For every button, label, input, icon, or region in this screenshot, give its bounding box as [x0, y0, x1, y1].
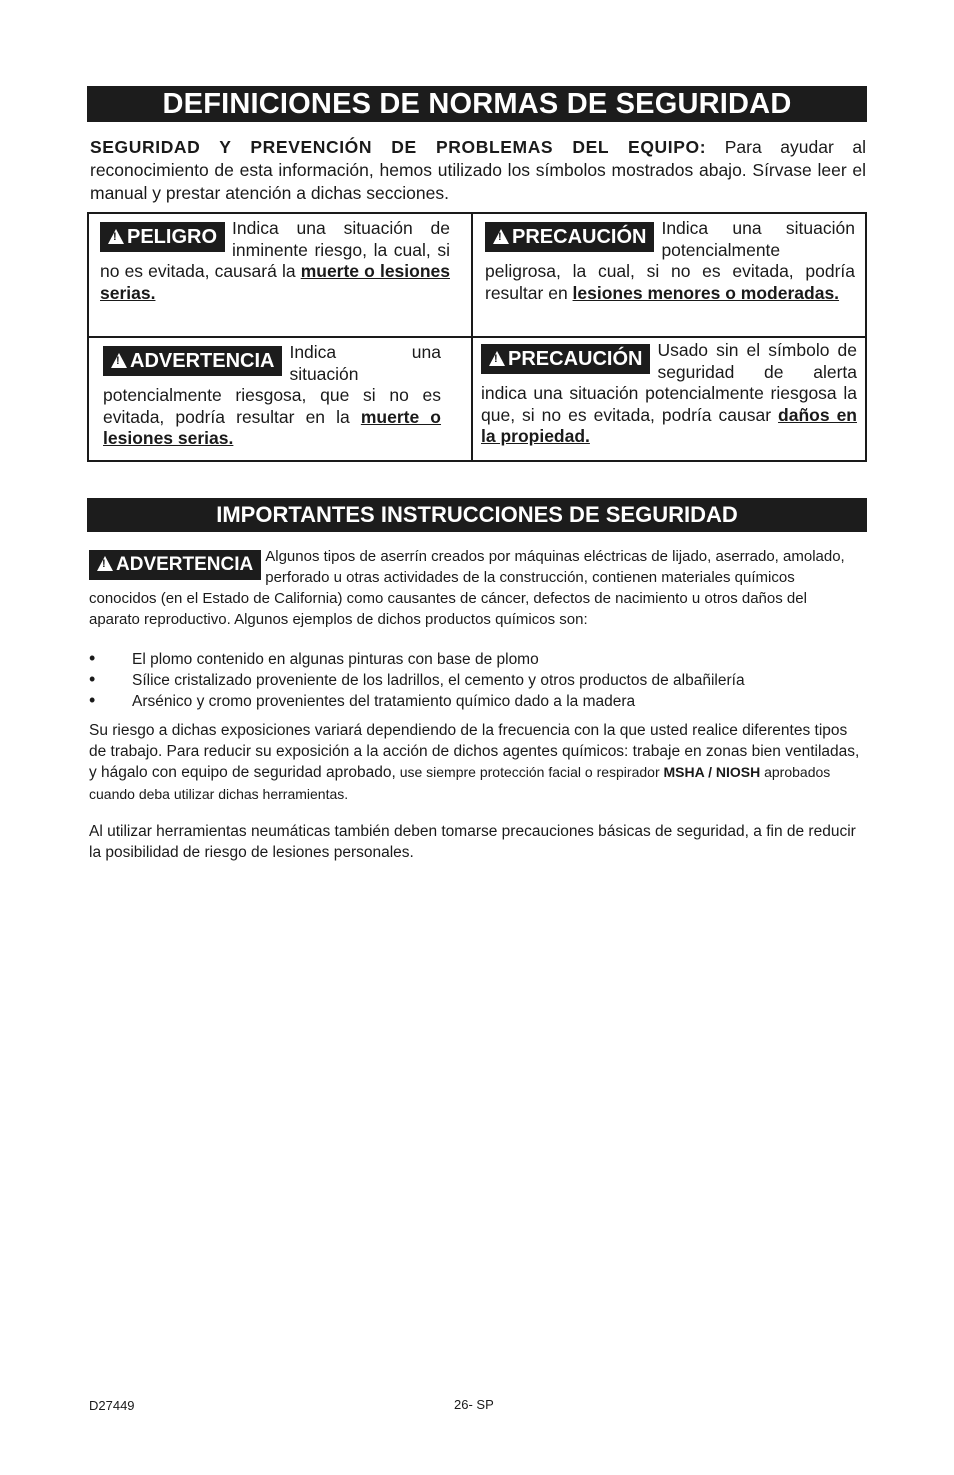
peligro-signal-word	[100, 222, 225, 252]
peligro-label: PELIGRO	[127, 226, 218, 248]
list-item	[89, 670, 859, 691]
warning-triangle-icon	[108, 229, 124, 244]
advertencia-emphasis: muerte o lesiones serias.	[103, 406, 442, 448]
precaucion-1-emphasis: lesiones menores o moderadas.	[572, 282, 840, 303]
precaucion-2-label: PRECAUCIÓN	[508, 348, 643, 370]
definition-advertencia	[103, 342, 441, 450]
list-item	[89, 649, 859, 670]
section-title: IMPORTANTES INSTRUCCIONES DE SEGURIDAD	[87, 498, 867, 532]
table-divider-horizontal	[89, 336, 865, 338]
page-number: 26- SP	[454, 1397, 494, 1412]
tools-paragraph: Al utilizar herramientas neumáticas también deben tomarse precauciones básicas de seguridad, a fin de reducir la posibilidad de riesgo de lesiones personales.	[89, 823, 856, 861]
warning-text: Algunos tipos de aserrín creados por máquinas eléctricas de lijado, aserrado, amolado, perforado u otras actividades de la construcción, contienen materiales químicos conocidos (en el Estado de California) como causantes de cáncer, defectos de nacimiento u otros daños del aparato reproductivo. Algunos ejemplos de dichos productos químicos son:	[89, 548, 845, 628]
precaucion-2-signal-word	[481, 344, 650, 374]
bullet-icon: •	[89, 690, 96, 710]
advertencia-label-2: ADVERTENCIA	[116, 554, 254, 575]
peligro-text: Indica una situación de inminente riesgo, la cual, si no es evitada, causará la	[100, 218, 450, 281]
precaucion-1-label: PRECAUCIÓN	[512, 226, 647, 248]
risk-paragraph	[89, 721, 864, 805]
risk-text-bold: MSHA / NIOSH	[663, 764, 761, 780]
document-code: D27449	[89, 1398, 135, 1413]
definition-peligro	[100, 218, 450, 304]
definition-precaucion-2	[481, 340, 857, 448]
precaucion-2-text: Usado sin el símbolo de seguridad de alerta indica una situación potencialmente riesgosa la que, si no es evitada, podría causar	[481, 340, 857, 425]
precaucion-1-text: Indica una situación potencialmente peligrosa, la cual, si no es evitada, podría resultar en	[485, 218, 855, 303]
warning-triangle-icon	[493, 229, 509, 244]
list-item	[89, 691, 859, 712]
risk-text: Su riesgo a dichas exposiciones variará dependiendo de la frecuencia con la que usted realice diferentes tipos de trabajo. Para reducir su exposición a la acción de dichos agentes químicos: trabaje en zonas bien ventiladas, y hágalo con equipo de seguridad aprobado,	[89, 722, 860, 781]
precaucion-2-emphasis: daños en la propiedad.	[481, 404, 857, 446]
warning-triangle-icon	[489, 351, 505, 366]
definitions-table	[87, 212, 867, 462]
intro-bold-lead: SEGURIDAD Y PREVENCIÓN DE PROBLEMAS DEL EQUIPO:	[90, 137, 707, 157]
bullet-icon: •	[89, 669, 96, 689]
warning-paragraph	[89, 546, 859, 630]
list-item-text: El plomo contenido en algunas pinturas con base de plomo	[132, 651, 539, 668]
bullet-icon: •	[89, 648, 96, 668]
advertencia-signal-word-2	[89, 550, 261, 580]
advertencia-text: Indica una situación potencialmente riesgosa, que si no es evitada, podría resultar en la	[103, 342, 441, 427]
intro-text: Para ayudar al reconocimiento de esta información, hemos utilizado los símbolos mostrados abajo. Sírvase leer el manual y prestar atención a dichas secciones.	[90, 137, 866, 203]
warning-triangle-icon	[111, 353, 127, 368]
warning-triangle-icon	[97, 556, 113, 571]
peligro-emphasis: muerte o lesiones serias.	[100, 261, 450, 303]
list-item-text: Arsénico y cromo provenientes del tratamiento químico dado a la madera	[132, 693, 636, 710]
chemical-list	[89, 649, 859, 712]
list-item-text: Sílice cristalizado proveniente de los ladrillos, el cemento y otros productos de albañilería	[132, 672, 745, 689]
advertencia-signal-word	[103, 346, 282, 376]
advertencia-label: ADVERTENCIA	[130, 350, 275, 372]
risk-text-small: use siempre protección facial o respirador	[395, 764, 664, 780]
page-title: DEFINICIONES DE NORMAS DE SEGURIDAD	[87, 86, 867, 122]
intro-paragraph	[90, 136, 866, 205]
precaucion-1-signal-word	[485, 222, 654, 252]
definition-precaucion-1	[485, 218, 855, 304]
risk-text-small-2: aprobados cuando deba utilizar dichas herramientas.	[89, 764, 831, 802]
